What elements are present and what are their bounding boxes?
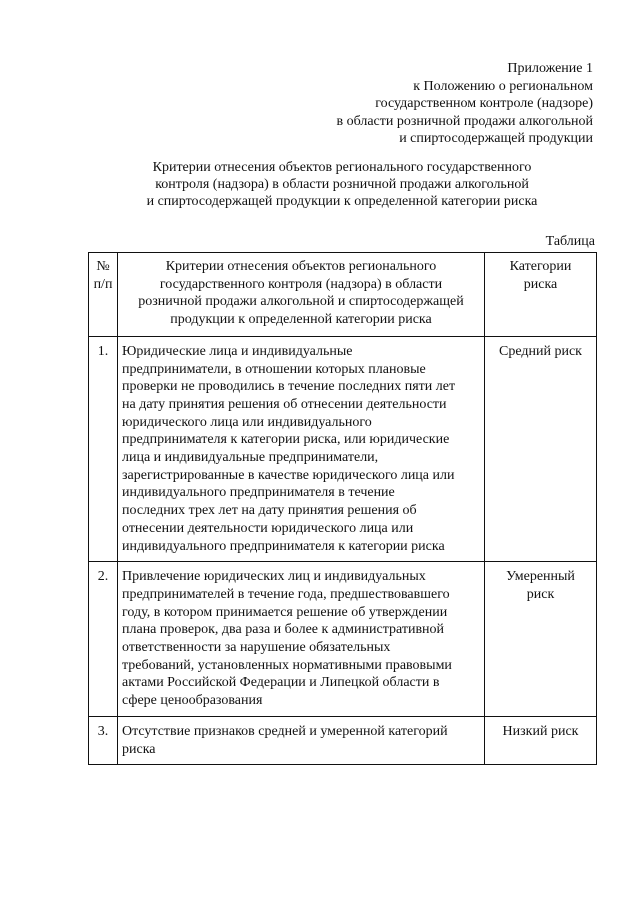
table-row — [89, 562, 597, 717]
appendix-line: и спиртосодержащей продукции — [399, 131, 593, 146]
header-criteria-line: государственного контроля (надзора) в области — [159, 276, 443, 292]
criteria-line: юридического лица или индивидуального — [122, 414, 372, 430]
criteria-line: требований, установленных нормативными правовыми — [122, 657, 452, 673]
table-row — [89, 336, 597, 561]
criteria-line: зарегистрированные в качестве юридического лица или — [122, 467, 455, 483]
criteria-line: индивидуального предпринимателя в течение — [122, 485, 395, 501]
criteria-line: сфере ценообразования — [122, 693, 263, 709]
criteria-line: предпринимателей в течение года, предшествовавшего — [122, 586, 450, 602]
criteria-line: риска — [122, 741, 156, 757]
criteria-line: Юридические лица и индивидуальные — [122, 343, 353, 359]
criteria-line: году, в котором принимается решение об утверждении — [122, 604, 448, 620]
criteria-line: последних трех лет на дату принятия решения об — [122, 503, 417, 519]
title-line: контроля (надзора) в области розничной продажи алкогольной — [155, 177, 529, 192]
risk-category-line: Низкий риск — [502, 723, 579, 739]
header-category-line: Категории — [509, 259, 572, 274]
criteria-line: предприниматели, в отношении которых плановые — [122, 361, 426, 377]
criteria-line: лица и индивидуальные предприниматели, — [122, 450, 379, 466]
appendix-heading — [273, 60, 593, 148]
criteria-line: на дату принятия решения об отнесении деятельности — [122, 396, 447, 412]
criteria-line: предпринимателя к категории риска, или юридические — [122, 432, 450, 448]
header-criteria-cell — [118, 253, 485, 337]
header-category-line: риска — [523, 276, 558, 292]
criteria-line: отнесении деятельности юридического лица или — [122, 520, 414, 536]
row-number: 3. — [89, 716, 118, 764]
criteria-line: плана проверок, два раза и более к административной — [122, 622, 445, 638]
table-row — [89, 716, 597, 764]
row-criteria — [118, 562, 485, 717]
row-risk-category — [485, 716, 597, 764]
appendix-line: к Положению о региональном — [413, 78, 593, 94]
title-line: Критерии отнесения объектов регионального государственного — [152, 160, 532, 175]
risk-criteria-table — [88, 252, 597, 765]
title-line: и спиртосодержащей продукции к определенной категории риска — [146, 194, 538, 209]
appendix-line: в области розничной продажи алкогольной — [336, 113, 593, 129]
risk-category-line: риск — [526, 586, 555, 602]
header-criteria-line: Критерии отнесения объектов регионального — [165, 259, 437, 274]
row-number: 1. — [89, 336, 118, 561]
criteria-line: актами Российской Федерации и Липецкой области в — [122, 675, 440, 691]
risk-category-line: Умеренный — [506, 569, 575, 585]
row-criteria — [118, 716, 485, 764]
row-risk-category — [485, 562, 597, 717]
criteria-line: Отсутствие признаков средней и умеренной категорий — [122, 723, 448, 739]
appendix-line: государственном контроле (надзоре) — [375, 96, 593, 111]
row-number: 2. — [89, 562, 118, 717]
header-number-line: п/п — [93, 276, 113, 292]
row-criteria — [118, 336, 485, 561]
criteria-line: ответственности за нарушение обязательных — [122, 640, 391, 656]
header-category-cell — [485, 253, 597, 337]
criteria-line: индивидуального предпринимателя к категории риска — [122, 538, 445, 554]
document-title — [88, 159, 596, 210]
table-header-row — [89, 253, 597, 337]
risk-category-line: Средний риск — [499, 343, 582, 359]
criteria-line: Привлечение юридических лиц и индивидуальных — [122, 569, 426, 585]
header-number-cell — [89, 253, 118, 337]
criteria-line: проверки не проводились в течение последних пяти лет — [122, 379, 456, 395]
header-number-line: № — [96, 259, 110, 274]
header-criteria-line: розничной продажи алкогольной и спиртосодержащей — [138, 294, 464, 310]
table-caption: Таблица — [545, 234, 595, 249]
appendix-line: Приложение 1 — [507, 61, 593, 76]
row-risk-category — [485, 336, 597, 561]
header-criteria-line: продукции к определенной категории риска — [170, 312, 432, 328]
